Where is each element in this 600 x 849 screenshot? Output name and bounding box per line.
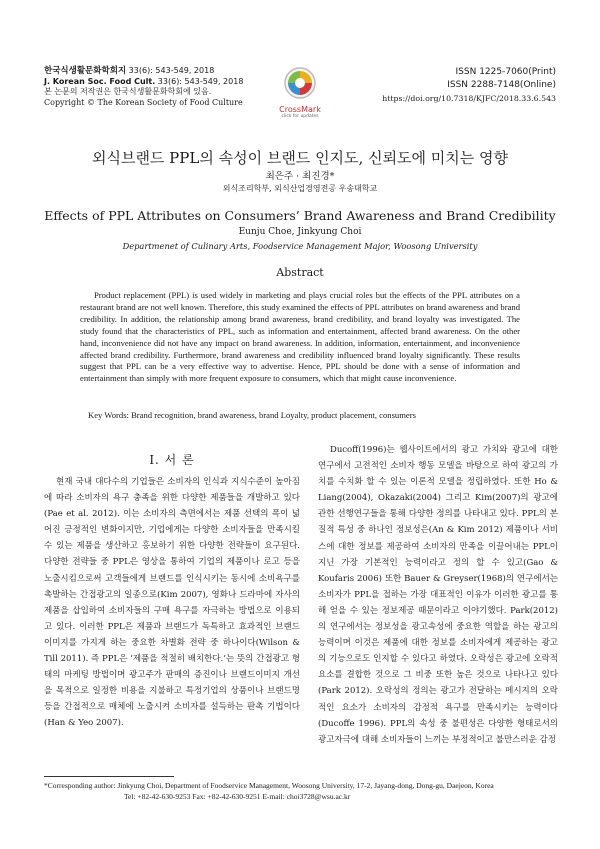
- journal-volume-ko: 33(6): 543-549, 2018: [128, 66, 215, 75]
- body-paragraph: Ducoff(1996)는 웹사이트에서의 광고 가치와 광고에 대한 연구에서 고전적인 소비자 행동 모델을 바탕으로 하여 광고의 가치를 수치화 할 수 있는 이론적 모델을 정립하였다. 또한 Ho & Liang(2004), Okazaki(2004) 그리고 Kim(2007)의 광고에 관한 선행연구들을 통해 다양한 정의를 나타내고 있다. PPL의 본질적 특성 중 하나인 정보성은(An & Kim 2012) 제품이나 서비스에 대한 정보를 제공하여 소비자의 만족을 이끌어내는 PPL이 지닌 가장 기본적인 능력이라고 정의 할 수 있고(Gao & Koufaris 2006) 또한 Bauer & Greyser(1968)의 연구에서는 소비자가 PPL을 접하는 가장 대표적인 이유가 이러한 광고를 통해 얻을 수 있는 정보제공 때문이라고 이야기했다. Park(2012)의 연구에서는 정보성을 광고속성에 중요한 역할을 하는 광고의 능력이며 이것은 제품에 대한 정보를 소비자에게 제공하는 광고의 기능으로도 인지할 수 있다고 하였다. 오락성은 광고에 오락적 요소를 결합한 것으로 그 비중 또한 높은 것으로 나타나고 있다(Park 2012). 오락성의 정의는 광고가 전달하는 메시지의 오락적인 요소가 소비자의 감정적 욕구를 만족시키는 능력이다(Ducoffe 1996). PPL의 속성 중 불편성은 다양한 형태로서의 광고자극에 대해 소비자들이 느끼는 부정적이고 불만스러운 감정: [318, 445, 558, 745]
- issn-print: ISSN 1225-7060(Print): [455, 67, 556, 77]
- footnote-divider: [44, 776, 174, 777]
- affiliation-korean: 외식조리학부, 외식산업경영전공 우송대학교: [222, 184, 378, 193]
- affiliation-english: Departmenet of Culinary Arts, Foodservice Management Major, Woosong University: [122, 241, 478, 251]
- abstract-body: [80, 290, 520, 385]
- body-column-right: [318, 442, 558, 748]
- body-paragraph: 현재 국내 대다수의 기업들은 소비자의 인식과 지식수준이 높아짐에 따라 소비자의 욕구 충족을 위한 다양한 제품들을 개발하고 있다(Pae et al. 2012). 이는 소비자의 측면에서는 제품 선택의 폭이 넓어진 긍정적인 변화이지만, 기업에게는 다양한 소비자들을 만족시킬 수 있는 제품을 생산하고 홍보하기 위한 다양한 전략들이 요구된다. 다양한 전략들 중 PPL은 영상을 통하여 기업의 제품이나 로고 등을 노출시킴으로써 고객들에게 브랜드를 인식시키는 동시에 소비욕구를 촉발하는 간접광고의 일종으로(Kim 2007), 영화나 드라마에 자사의 제품을 삽입하여 소비자들의 구매 욕구를 자극하는 방법으로 이용되고 있다. 이러한 PPL은 제품과 브랜드가 독특하고 효과적인 브랜드 이미지를 가지게 하는 중요한 차별화 전략 중 하나이다(Wilson & Till 2011). 즉 PPL은 ‘제품을 적절히 배치한다.’는 뜻의 간접광고 형태의 마케팅 방법이며 광고주가 판매의 증진이나 브랜드이미지 개선을 목적으로 일정한 비용을 지불하고 특정기업의 상품이나 브랜드명 등을 간접적으로 매체에 노출시켜 소비자를 설득하는 판촉 기법이다(Han & Yeo 2007).: [44, 477, 300, 729]
- title-english: Effects of PPL Attributes on Consumers’ Brand Awareness and Brand Credibility: [44, 208, 556, 223]
- footnote-line-2: Tel: +82-42-630-9253 Fax: +82-42-630-9251 E-mail: choi3728@wsu.ac.kr: [124, 791, 351, 801]
- footnote-corresponding-author: [44, 781, 564, 802]
- body-column-left: [44, 474, 300, 732]
- journal-volume-en: 33(6): 543-549, 2018: [157, 76, 244, 86]
- keywords-list: Brand recognition, brand awareness, brand Loyalty, product placement, consumers: [131, 410, 416, 420]
- crossmark-label: CrossMark: [279, 105, 321, 114]
- keywords: [88, 410, 416, 420]
- crossmark-sublabel: click for updates: [281, 114, 319, 119]
- copyright-en: Copyright © The Korean Society of Food Culture: [44, 97, 243, 107]
- journal-title-ko: 한국식생활문화학회지: [44, 66, 127, 76]
- crossmark-badge[interactable]: [272, 66, 328, 119]
- issn-online: ISSN 2288-7148(Online): [447, 80, 556, 90]
- abstract-paragraph: Product replacement (PPL) is used widely in marketing and plays crucial roles but the effects of the PPL attributes on a restaurant brand are not well known. Therefore, this study examined the effects of PPL attributes on brand awareness and brand credibility. In addition, the relationship among brand awareness, brand credibility, and brand loyalty was investigated. The study found that the characteristics of PPL, such as information and entertainment, affected brand awareness. On the other hand, inconvenience did not have any impact on brand awareness. In addition, information, entertainment, and inconvenience affected brand credibility. Furthermore, brand awareness and credibility influenced brand loyalty significantly. These results suggest that PPL can be a very effective way to advertise. Hence, PPL should be done with a sense of information and entertainment than simply with more frequent exposure to consumers, which that might cause inconvenience.: [80, 290, 520, 384]
- copyright-ko: 본 논문의 저작권은 한국식생활문화학회에 있음.: [44, 87, 212, 96]
- section-heading-introduction: Ⅰ. 서 론: [149, 453, 195, 467]
- authors-english: Eunju Choe, Jinkyung Choi: [238, 227, 362, 237]
- issn-block: [382, 66, 556, 105]
- journal-title-en: J. Korean Soc. Food Cult.: [44, 76, 156, 86]
- journal-header: [44, 66, 243, 108]
- doi-link[interactable]: https://doi.org/10.7318/KJFC/2018.33.6.543: [382, 94, 556, 103]
- footnote-line-1: *Corresponding author: Jinkyung Choi, Department of Foodservice Management, Woosong University, 17-2, Jayang-dong, Dong-gu, Daejeon, Korea: [44, 781, 494, 790]
- title-korean: 외식브랜드 PPL의 속성이 브랜드 인지도, 신뢰도에 미치는 영향: [91, 149, 509, 167]
- keywords-label: Key Words:: [88, 410, 129, 420]
- authors-korean: 최은주 · 최진경*: [265, 171, 335, 182]
- abstract-heading: Abstract: [276, 266, 324, 279]
- crossmark-icon: [283, 66, 317, 100]
